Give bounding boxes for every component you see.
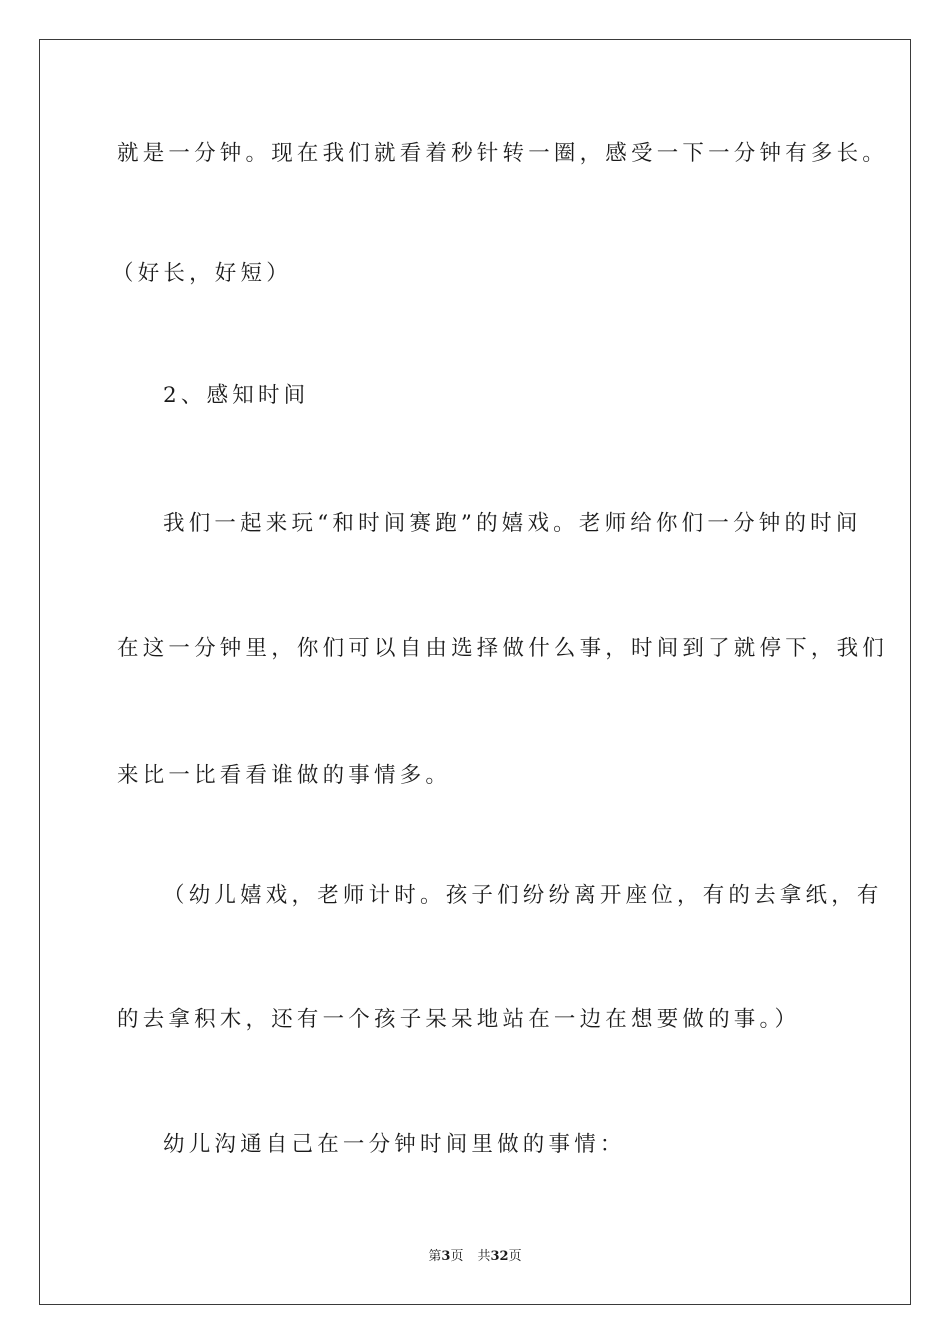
paragraph-line-2: （好长，好短）	[112, 261, 292, 286]
page-footer	[0, 1248, 950, 1266]
paragraph-line-9: 幼儿沟通自己在一分钟时间里做的事情：	[163, 1132, 626, 1157]
footer-page-prefix: 第	[428, 1249, 442, 1264]
paragraph-line-6: 来比一比看看谁做的事情多。	[117, 763, 452, 788]
paragraph-line-7: （幼儿嬉戏，老师计时。孩子们纷纷离开座位，有的去拿纸，有	[163, 883, 883, 908]
section-heading: 2、感知时间	[163, 383, 310, 408]
paragraph-line-1: 就是一分钟。现在我们就看着秒针转一圈，感受一下一分钟有多长。	[117, 141, 889, 166]
paragraph-line-5: 在这一分钟里，你们可以自由选择做什么事，时间到了就停下，我们	[117, 636, 889, 661]
footer-page-number: 3	[441, 1249, 451, 1264]
footer-total-prefix: 共	[477, 1249, 491, 1264]
paragraph-line-8: 的去拿积木，还有一个孩子呆呆地站在一边在想要做的事。）	[117, 1007, 801, 1032]
paragraph-line-4: 我们一起来玩“和时间赛跑”的嬉戏。老师给你们一分钟的时间	[163, 511, 862, 536]
page-border	[39, 39, 911, 1305]
footer-page-suffix: 页	[450, 1249, 464, 1264]
footer-total-suffix: 页	[508, 1249, 522, 1264]
footer-total-pages: 32	[490, 1249, 509, 1264]
